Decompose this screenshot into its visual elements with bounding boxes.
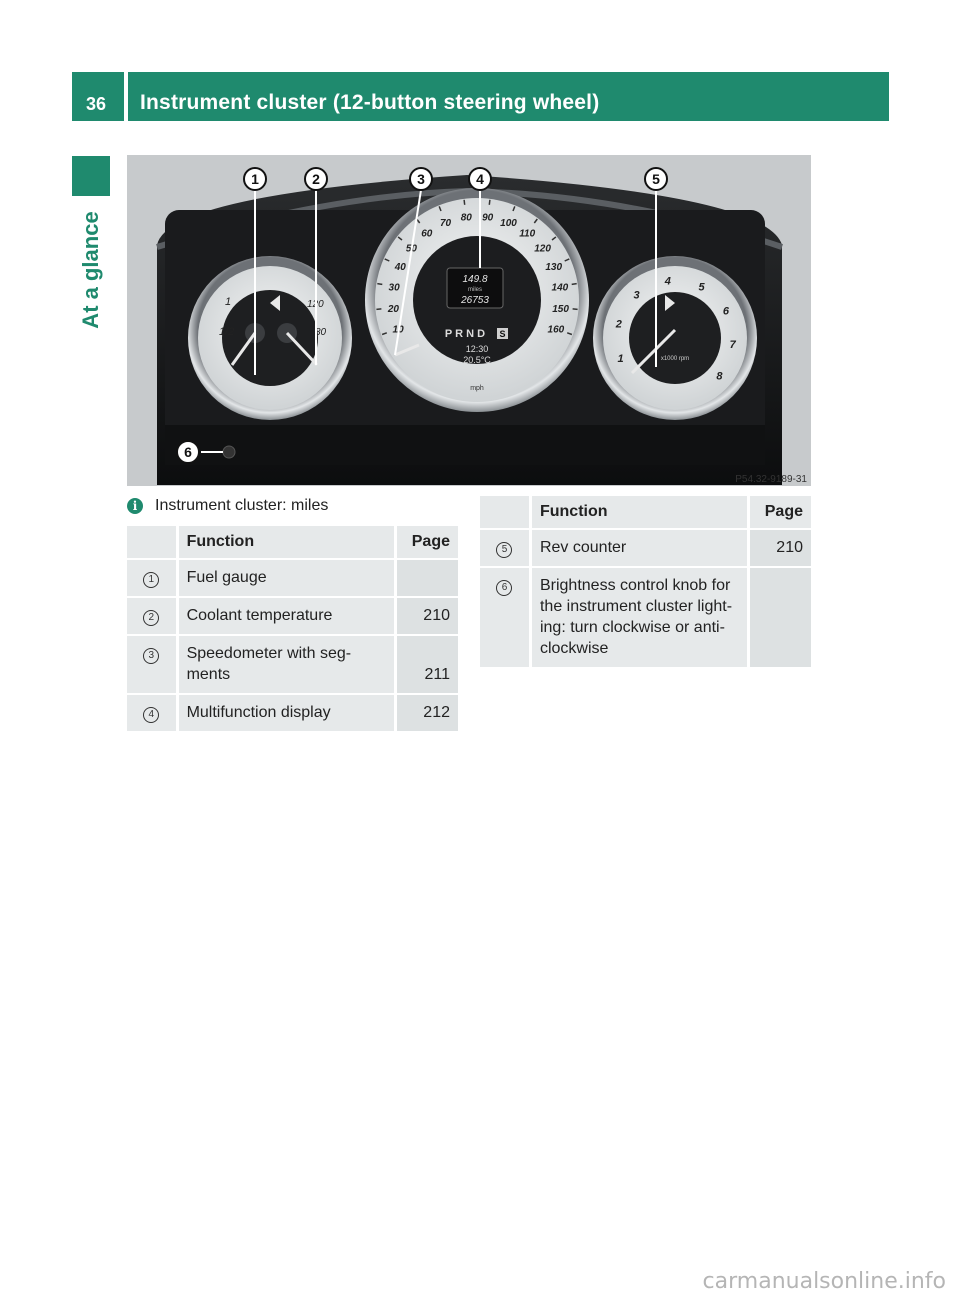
rev-numeral: 7 bbox=[729, 338, 736, 351]
row-function: Coolant temperature bbox=[176, 598, 397, 634]
coolant-mark: 80 bbox=[315, 327, 327, 338]
speedometer-numeral: 160 bbox=[547, 324, 565, 336]
gear-mode: S bbox=[499, 329, 506, 339]
speedometer-numeral: 10 bbox=[392, 324, 404, 336]
speedometer-tick bbox=[376, 309, 381, 310]
table-header-row bbox=[127, 526, 458, 558]
callout-number: 1 bbox=[251, 171, 259, 187]
row-index: 1 bbox=[127, 560, 176, 596]
speedometer-tick bbox=[464, 200, 465, 205]
outside-temperature: 20.5°C bbox=[463, 355, 491, 365]
clock: 12:30 bbox=[465, 344, 489, 354]
info-icon: i bbox=[127, 498, 143, 514]
row-function: Rev counter bbox=[529, 530, 750, 566]
table-row bbox=[127, 560, 458, 596]
rev-numeral: 1 bbox=[617, 352, 624, 365]
row-function: Speedometer with seg- ments bbox=[176, 636, 397, 693]
speedometer-tick bbox=[573, 309, 578, 310]
rev-numeral: 4 bbox=[664, 275, 671, 288]
table-row bbox=[127, 598, 458, 634]
table-row bbox=[480, 530, 811, 566]
rev-numeral: 8 bbox=[716, 370, 723, 383]
row-index: 4 bbox=[127, 695, 176, 731]
brightness-knob bbox=[223, 446, 235, 458]
row-page bbox=[750, 568, 811, 667]
callout-number: 5 bbox=[652, 171, 660, 187]
row-page: 212 bbox=[397, 695, 458, 731]
table-header-row bbox=[480, 496, 811, 528]
side-tab-marker bbox=[72, 156, 110, 196]
table-row bbox=[480, 568, 811, 667]
speedometer-tick bbox=[572, 284, 577, 285]
page-header: Page bbox=[397, 526, 458, 558]
table-row bbox=[127, 636, 458, 693]
speedometer-numeral: 90 bbox=[482, 212, 494, 224]
row-index: 2 bbox=[127, 598, 176, 634]
function-header: Function bbox=[529, 496, 750, 528]
row-page: 211 bbox=[397, 636, 458, 693]
figure-caption bbox=[127, 497, 328, 515]
speedometer-numeral: 110 bbox=[519, 228, 536, 240]
watermark: carmanualsonline.info bbox=[702, 1269, 946, 1294]
instrument-cluster-illustration bbox=[127, 155, 811, 486]
table-row bbox=[127, 695, 458, 731]
index-header bbox=[127, 526, 176, 558]
row-page: 210 bbox=[397, 598, 458, 634]
part-code: P54.32-9189-31 bbox=[735, 474, 807, 485]
side-tab bbox=[72, 200, 110, 340]
callout-number: 3 bbox=[417, 171, 425, 187]
row-index: 6 bbox=[480, 568, 529, 667]
row-page bbox=[397, 560, 458, 596]
gear-indicator: P R N D bbox=[444, 328, 486, 340]
speedometer-numeral: 50 bbox=[405, 243, 417, 255]
rev-numeral: 3 bbox=[633, 289, 640, 302]
fuel-mark: 1/2 bbox=[219, 326, 235, 338]
speedometer-numeral: 40 bbox=[394, 261, 406, 273]
coolant-mark: 120 bbox=[307, 299, 324, 310]
speedometer-numeral: 130 bbox=[545, 261, 563, 273]
callout-number: 2 bbox=[312, 171, 320, 187]
speed-unit: mph bbox=[470, 385, 484, 392]
row-function: Fuel gauge bbox=[176, 560, 397, 596]
page-header: Page bbox=[750, 496, 811, 528]
odometer-value: 26753 bbox=[461, 295, 489, 306]
speedometer-tick bbox=[377, 284, 382, 285]
trip-value: 149.8 bbox=[462, 274, 488, 285]
callout-number: 6 bbox=[184, 444, 192, 460]
page-title: Instrument cluster (12-button steering wheel) bbox=[128, 72, 889, 121]
page-number: 36 bbox=[72, 72, 124, 121]
row-index: 5 bbox=[480, 530, 529, 566]
speedometer-numeral: 80 bbox=[460, 212, 472, 224]
function-header: Function bbox=[176, 526, 397, 558]
speedometer-numeral: 20 bbox=[387, 303, 399, 315]
caption-text: Instrument cluster: miles bbox=[155, 497, 329, 514]
page-header bbox=[72, 72, 889, 121]
fuel-mark: 1 bbox=[225, 296, 232, 308]
rev-numeral: 6 bbox=[722, 305, 729, 318]
rev-numeral: 2 bbox=[615, 318, 622, 331]
side-tab-label: At a glance bbox=[78, 211, 103, 329]
callout-number: 4 bbox=[476, 171, 484, 187]
speedometer-numeral: 140 bbox=[551, 282, 569, 294]
row-function: Multifunction display bbox=[176, 695, 397, 731]
rev-unit: x1000 rpm bbox=[660, 356, 690, 362]
speedometer-numeral: 60 bbox=[421, 228, 433, 240]
function-table-1 bbox=[127, 524, 458, 733]
speedometer-tick bbox=[489, 200, 490, 205]
speedometer-numeral: 100 bbox=[500, 218, 517, 230]
index-header bbox=[480, 496, 529, 528]
instrument-cluster-figure bbox=[127, 155, 811, 486]
function-table-2 bbox=[480, 494, 811, 669]
trip-unit: miles bbox=[467, 287, 483, 293]
row-function: Brightness control knob for the instrument cluster light-ing: turn clockwise or anti-clockwise bbox=[529, 568, 750, 667]
speedometer-numeral: 70 bbox=[439, 218, 452, 230]
rev-numeral: 5 bbox=[698, 281, 705, 294]
speedometer-numeral: 30 bbox=[388, 282, 400, 294]
row-page: 210 bbox=[750, 530, 811, 566]
row-index: 3 bbox=[127, 636, 176, 693]
speedometer-numeral: 120 bbox=[534, 243, 551, 255]
speedometer-numeral: 150 bbox=[552, 303, 569, 315]
